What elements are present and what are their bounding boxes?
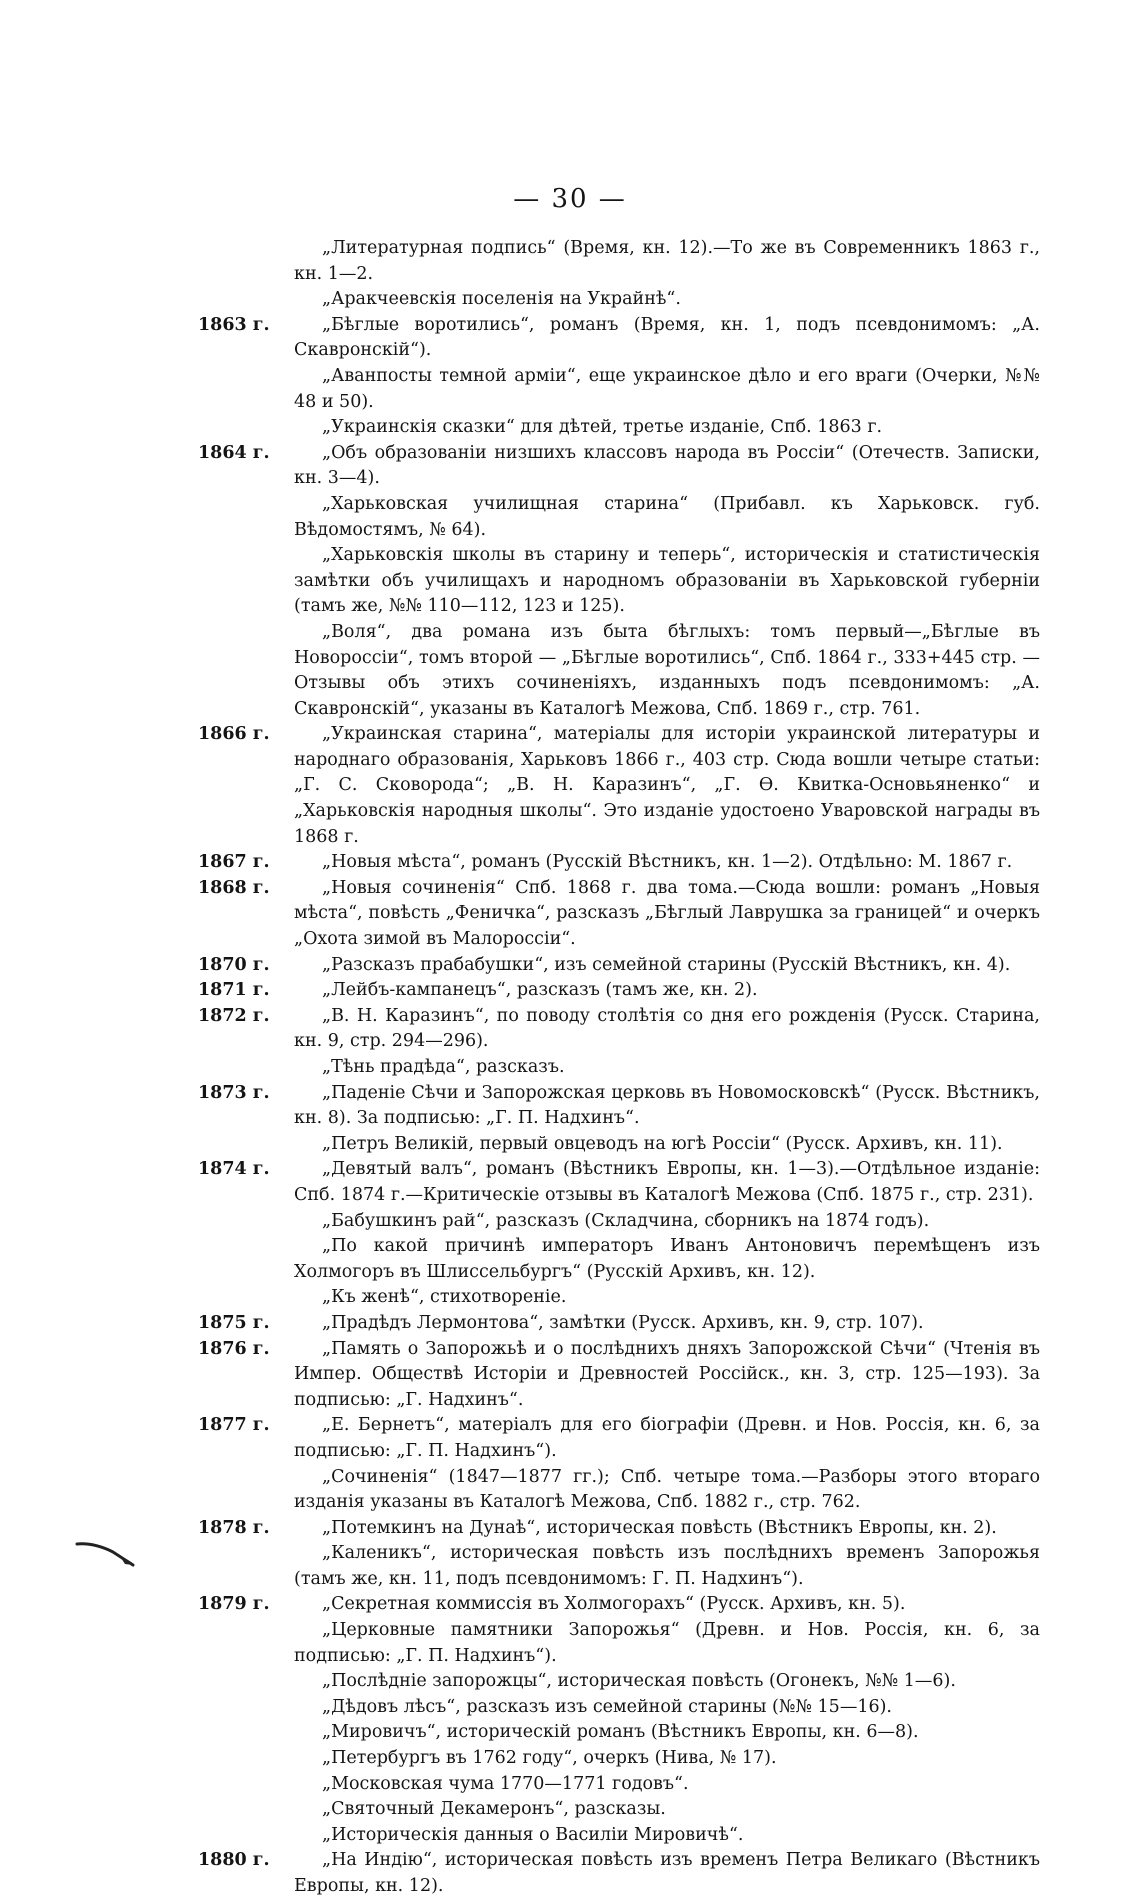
bibliography-entry [198, 441, 1040, 492]
entry-text: „Историческія данныя о Василіи Мировичѣ“. [322, 1824, 744, 1845]
entry-text: „Аванпосты темной арміи“, еще украинское дѣло и его враги (Очерки, №№ 48 и 50). [294, 365, 1040, 412]
entry-text: „Новыя мѣста“, романъ (Русскій Вѣстникъ, кн. 1—2). Отдѣльно: М. 1867 г. [322, 852, 1013, 873]
entry-text: „Разсказъ прабабушки“, изъ семейной старины (Русскій Вѣстникъ, кн. 4). [322, 954, 1011, 975]
entry-text: „Московская чума 1770—1771 годовъ“. [322, 1773, 689, 1794]
bibliography-entry [198, 953, 1040, 979]
bibliography-entry [198, 1516, 1040, 1542]
entry-year: 1872 г. [198, 1005, 270, 1026]
entry-year: 1876 г. [198, 1338, 270, 1359]
entry-text: „Каленикъ“, историческая повѣсть изъ послѣднихъ временъ Запорожья (тамъ же, кн. 11, подъ псевдонимомъ: Г. П. Надхинъ“). [294, 1543, 1040, 1589]
bibliography-entry [198, 492, 1040, 543]
entry-text: „Мировичъ“, историческій романъ (Вѣстникъ Европы, кн. 6—8). [322, 1722, 919, 1743]
entry-text: „Прадѣдъ Лермонтова“, замѣтки (Русск. Архивъ, кн. 9, стр. 107). [322, 1312, 924, 1333]
bibliography-entry [198, 1797, 1040, 1823]
bibliography-entry [198, 1157, 1040, 1208]
bibliography-entry [198, 287, 1040, 313]
entry-year: 1867 г. [198, 852, 270, 873]
entry-text: „Сочиненія“ (1847—1877 гг.); Спб. четыре тома.—Разборы этого втораго изданія указаны въ Каталогѣ Межова, Спб. 1882 г., стр. 762. [294, 1466, 1040, 1513]
entry-text: „Бѣглые воротились“, романъ (Время, кн. 1, подъ псевдонимомъ: „А. Скавронскій“). [294, 314, 1040, 361]
entry-text: „Память о Запорожьѣ и о послѣднихъ дняхъ Запорожской Сѣчи“ (Чтенія въ Импер. Обществѣ Исторіи и Древностей Россійск., кн. 3, стр. 125—193). За подписью: „Г. Надхинъ“. [294, 1338, 1040, 1410]
entry-text: „Девятый валъ“, романъ (Вѣстникъ Европы, кн. 1—3).—Отдѣльное изданіе: Спб. 1874 г.—Критическіе отзывы въ Каталогѣ Межова (Спб. 1875 г., стр. 231). [294, 1159, 1040, 1205]
entry-text: „Церковные памятники Запорожья“ (Древн. и Нов. Россія, кн. 6, за подписью: „Г. П. Надхинъ“). [294, 1620, 1040, 1666]
entry-year: 1877 г. [198, 1415, 270, 1436]
entry-year: 1874 г. [198, 1159, 270, 1180]
bibliography-entry [198, 1720, 1040, 1746]
entry-text: „Харьковскія школы въ старину и теперь“, историческія и статистическія замѣтки объ училищахъ и народномъ образованіи въ Харьковской губерніи (тамъ же, №№ 110—112, 123 и 125). [294, 545, 1040, 617]
entry-text: „В. Н. Каразинъ“, по поводу столѣтія со дня его рожденія (Русск. Старина, кн. 9, стр. 294—296). [294, 1005, 1040, 1052]
bibliography-entry [198, 1132, 1040, 1158]
bibliography-entry [198, 1081, 1040, 1132]
entry-text: „Украинская старина“, матеріалы для исторіи украинской литературы и народнаго образованія, Харьковъ 1866 г., 403 стр. Сюда вошли четыре статьи: „Г. С. Сковорода“; „В. Н. Каразинъ“, „Г. Ѳ. Квитка-Основьяненко“ и „Харьковскія народныя школы“. Это изданіе удостоено Уваровской награды въ 1868 г. [294, 724, 1040, 847]
entry-text: „Лейбъ-кампанецъ“, разсказъ (тамъ же, кн. 2). [322, 980, 758, 1001]
entry-text: „Аракчеевскія поселенія на Украйнѣ“. [322, 289, 681, 310]
entry-text: „Новыя сочиненія“ Спб. 1868 г. два тома.—Сюда вошли: романъ „Новыя мѣста“, повѣсть „Феничка“, разсказъ „Бѣглый Лаврушка за границей“ и очеркъ „Охота зимой въ Малороссіи“. [294, 877, 1040, 950]
bibliography-entry [198, 1541, 1040, 1592]
entry-text: „Секретная коммиссія въ Холмогорахъ“ (Русск. Архивъ, кн. 5). [322, 1594, 906, 1615]
entry-year: 1864 г. [198, 442, 270, 463]
bibliography-entry [198, 1311, 1040, 1337]
bibliography-entry [198, 415, 1040, 441]
bibliography-entry [198, 620, 1040, 722]
bibliography-entry [198, 1285, 1040, 1311]
bibliography-entry [198, 1823, 1040, 1849]
entry-text: „Воля“, два романа изъ быта бѣглыхъ: томъ первый—„Бѣглые въ Новороссіи“, томъ второй — „Бѣглые воротились“, Спб. 1864 г., 333+445 стр. — Отзывы объ этихъ сочиненіяхъ, изданныхъ подъ псевдонимомъ: „А. Скавронскій“, указаны въ Каталогѣ Межова, Спб. 1869 г., стр. 761. [294, 621, 1040, 719]
entry-text: „Потемкинъ на Дунаѣ“, историческая повѣсть (Вѣстникъ Европы, кн. 2). [322, 1517, 997, 1538]
bibliography-entry [198, 978, 1040, 1004]
entry-text: „Послѣдніе запорожцы“, историческая повѣсть (Огонекъ, №№ 1—6). [322, 1671, 956, 1692]
entry-text: „Харьковская училищная старина“ (Прибавл. къ Харьковск. губ. Вѣдомостямъ, № 64). [294, 493, 1040, 540]
bibliography-entry [198, 1209, 1040, 1235]
bibliography-entry [198, 1669, 1040, 1695]
entry-year: 1879 г. [198, 1594, 270, 1615]
bibliography-entry [198, 1848, 1040, 1899]
pencil-mark-icon [75, 1538, 137, 1568]
entry-year: 1880 г. [198, 1850, 270, 1871]
entry-text: „Святочный Декамеронъ“, разсказы. [322, 1799, 666, 1820]
bibliography-entry [198, 1004, 1040, 1055]
entry-text: „Паденіе Сѣчи и Запорожская церковь въ Новомосковскѣ“ (Русск. Вѣстникъ, кн. 8). За подписью: „Г. П. Надхинъ“. [294, 1082, 1040, 1129]
entry-text: „Къ женѣ“, стихотвореніе. [322, 1287, 567, 1308]
entry-year: 1878 г. [198, 1517, 270, 1538]
entry-year: 1863 г. [198, 314, 270, 335]
entry-text: „Петръ Великій, первый овцеводъ на югѣ Россіи“ (Русск. Архивъ, кн. 11). [322, 1133, 1003, 1154]
page-number: — 30 — [513, 184, 627, 214]
bibliography-list [198, 236, 1040, 1900]
bibliography-entry [198, 1695, 1040, 1721]
entry-text: „Дѣдовъ лѣсъ“, разсказъ изъ семейной старины (№№ 15—16). [322, 1696, 892, 1717]
bibliography-entry [198, 1772, 1040, 1798]
entry-year: 1868 г. [198, 877, 270, 898]
entry-year: 1866 г. [198, 724, 270, 745]
entry-text: „Литературная подпись“ (Время, кн. 12).—То же въ Современникъ 1863 г., кн. 1—2. [294, 238, 1040, 284]
entry-year: 1873 г. [198, 1082, 270, 1103]
bibliography-entry [198, 876, 1040, 953]
entry-year: 1870 г. [198, 954, 270, 975]
bibliography-entry [198, 1618, 1040, 1669]
bibliography-entry [198, 1592, 1040, 1618]
entry-text: „Бабушкинъ рай“, разсказъ (Складчина, сборникъ на 1874 годъ). [322, 1210, 930, 1231]
entry-year: 1871 г. [198, 980, 270, 1001]
bibliography-entry [198, 543, 1040, 620]
bibliography-entry [198, 1746, 1040, 1772]
entry-text: „Петербургъ въ 1762 году“, очеркъ (Нива, № 17). [322, 1748, 777, 1769]
bibliography-entry [198, 364, 1040, 415]
bibliography-entry [198, 236, 1040, 287]
entry-year: 1875 г. [198, 1312, 270, 1333]
bibliography-entry [198, 1055, 1040, 1081]
entry-text: „Объ образованіи низшихъ классовъ народа въ Россіи“ (Отечеств. Записки, кн. 3—4). [294, 442, 1040, 489]
bibliography-entry [198, 1337, 1040, 1414]
entry-text: „Е. Бернетъ“, матеріалъ для его біографіи (Древн. и Нов. Россія, кн. 6, за подписью: „Г. П. Надхинъ“). [294, 1415, 1040, 1461]
entry-text: „Украинскія сказки“ для дѣтей, третье изданіе, Спб. 1863 г. [322, 417, 883, 438]
bibliography-entry [198, 722, 1040, 850]
bibliography-entry [198, 1234, 1040, 1285]
entry-text: „По какой причинѣ императоръ Иванъ Антоновичъ перемѣщенъ изъ Холмогоръ въ Шлиссельбургъ“ (Русскій Архивъ, кн. 12). [294, 1236, 1040, 1282]
bibliography-entry [198, 1465, 1040, 1516]
bibliography-entry [198, 313, 1040, 364]
entry-text: „На Индію“, историческая повѣсть изъ временъ Петра Великаго (Вѣстникъ Европы, кн. 12). [294, 1850, 1040, 1896]
bibliography-entry [198, 1413, 1040, 1464]
bibliography-entry [198, 850, 1040, 876]
entry-text: „Тѣнь прадѣда“, разсказъ. [322, 1057, 565, 1077]
